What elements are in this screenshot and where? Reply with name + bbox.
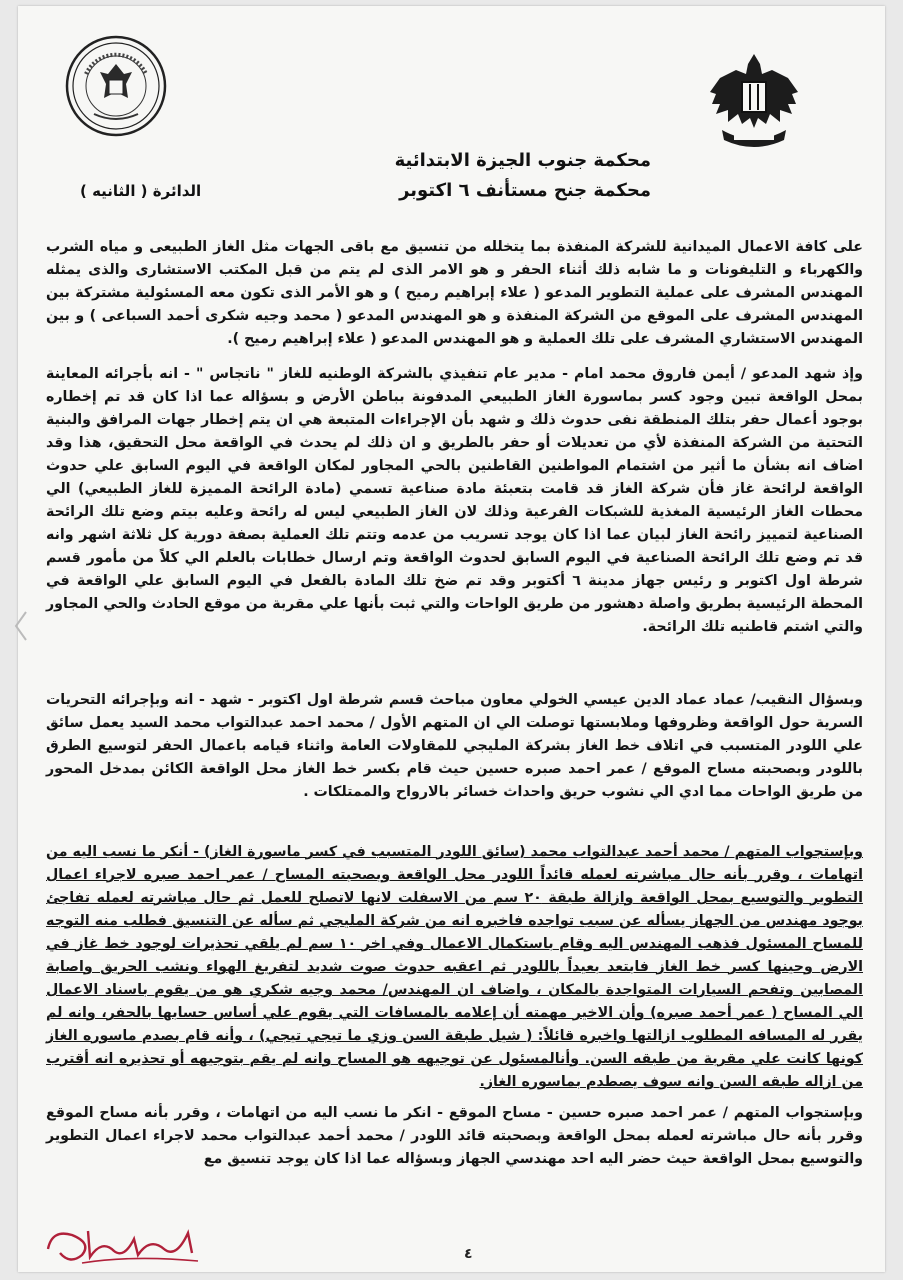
eagle-emblem-icon — [706, 48, 802, 150]
body-paragraph: وبإستجواب المتهم / عمر احمد صبره حسين - مساح الموقع - انكر ما نسب اليه من اتهامات ، وقرر بأنه مساح الموقع وقرر بأنه حال مباشرته لعمله بمحل الواقعة وبصحبته قائد اللودر / محمد أحمد عبدالتواب محمد لاجراء اعمال التطوير والتوسيع بمحل الواقعة حيث حضر اليه احد مهندسي الجهاز وبسؤاله عما اذا كان يوجد تنسيق مع — [46, 1105, 863, 1167]
court-name: محكمة جنوب الجيزة الابتدائية — [394, 150, 651, 171]
body-paragraph: على كافة الاعمال الميدانية للشركة المنفذة بما يتخلله من تنسيق مع باقى الجهات مثل الغاز الطبيعى و مياه الشرب والكهرباء و التليفونات و ما شابه ذلك أثناء الحفر و هو الامر الذى لم يتم من قبل المكتب الاستشارى والذى يمثله المهندس المشرف على عملية التطوير المدعو ( علاء إبراهيم رميح ) و هو الأمر الذى تكون معه المسئولية مشتركة بين المهندس المشرف على الموقع من الشركة المنفذة و هو المهندس المدعو ( محمد وجيه شكرى أحمد السباعى ) و بين المهندس الاستشاري المشرف على تلك العملية و هو المهندس المدعو ( علاء إبراهيم رميح ). — [46, 239, 863, 347]
court-seal-icon — [64, 34, 168, 138]
handwritten-signature-icon — [42, 1209, 207, 1271]
page-number: ٤ — [464, 1246, 473, 1262]
body-paragraph: وبسؤال النقيب/ عماد عماد الدين عيسي الخولي معاون مباحث قسم شرطة اول اكتوبر - شهد - انه وبإجرائه التحريات السرية حول الواقعة وظروفها وملابستها توصلت الي ان المتهم الأول / محمد احمد عبدالتواب محمد السيد يعمل سائق علي اللودر المتسبب في اتلاف خط الغاز بشركة المليجي للمقاولات العامة واثناء قيامه باعمال الحفر لتوسيع الطرق باللودر وبصحبته مساح الموقع / عمر احمد صبره حسين حيث قام بكسر خط الغاز محل الواقعة الكائن بمدخل المحور من طريق الواحات مما ادي الي نشوب حريق واحداث خسائر بالارواح والممتلكات . — [46, 692, 863, 800]
document-page — [18, 6, 885, 1272]
body-paragraph: وإذ شهد المدعو / أيمن فاروق محمد امام - مدير عام تنفيذي بالشركة الوطنيه للغاز " ناتجاس " - انه بأجرائه المعاينة بمحل الواقعة تبين وجود كسر بماسورة الغاز الطبيعي المدفونة بباطن الأرض و بسؤاله عما اذا كان قد تم إخطاره بوجود أعمال حفر بتلك المنطقة نفى حدوث ذلك و شهد بأن الإجراءات المتبعة هي ان يتم إخطار جهات المرافق والبنية التحتية من الشركة المنفذة لأي من تعديلات أو حفر بالطريق و ان ذلك لم يحدث في الواقعة محل التحقيق، هذا وقد اضاف انه بشأن ما أثير من اشتمام المواطنين القاطنين بالحي المجاور لمكان الواقعة في اليوم السابق علي حدوث الواقعة لرائحة غاز فأن شركة الغاز قد قامت بتعبئة مادة صناعية تسمي (مادة الرائحة المميزة للغاز الطبيعي) الي محطات الغاز الرئيسية المغذية للشبكات الفرعية وذلك لان الغاز الطبيعي ليس له رائحة وعليه بيتم وضع تلك الرائحة الصناعية لتمييز رائحة الغاز لبيان عما اذا كان يوجد تسريب من عدمه وتتم تلك العملية بصفة دورية كل ثلاثة اشهر وانه قد تم وضع تلك الرائحة الصناعية في اليوم السابق لحدوث الواقعة وتم ارسال خطابات بالعلم الي كلاً من مأمور قسم شرطة اول اكتوبر و رئيس جهاز مدينة ٦ أكتوبر وقد تم ضخ تلك المادة بالفعل في اليوم السابق علي الواقعة في المحطة الرئيسية بطريق واصلة دهشور من طريق الواحات والتي ثبت بأنها علي مقربة من موقع الحادث والحي المجاور والتي اشتم قاطنيه تلك الرائحة. — [46, 366, 863, 635]
body-paragraph: وبإستجواب المتهم / محمد أحمد عبدالتواب محمد (سائق اللودر المتسبب في كسر ماسورة الغاز) - أنكر ما نسب اليه من اتهامات ، وقرر بأنه حال مباشرته لعمله قائداً اللودر محل الواقعة وبصحبته المساح / عمر احمد صبره لاجراء اعمال التطوير والتوسيع بمحل الواقعة وازالة طبقة ٢٠ سم من الاسفلت لانها لاتصلح للعمل ثم حال مباشرته لعمله تفاجئ بوجود مهندس من الجهاز يسأله عن سبب تواجده فاخبره انه من شركة المليجي ثم سأله عن التنسيق فطلب منه التوجه للمساح المسئول فذهب المهندس اليه وقام باستكمال الاعمال وفي اخر ١٠ سم لم يلقي تحذيرات لوجود خط غاز في الارض وحينها كسر خط الغاز فابتعد بعيداً باللودر ثم اعقبه حدوث صوت شديد لتفريغ الهواء ونشب الحريق واصابة المصابين وتفحم السيارات المتواجدة بالمكان ، واضاف ان المهندس/ محمد وجيه شكري هو من يقوم باسناد الاعمال الي المساح ( عمر أحمد صبره) وأن الاخير مهمته أن إعلامه بالمسافات التي يقوم علي أساس حسابها بالحفر، وانه لم يقرر له المسافه المطلوب ازالتها واخبره قائلاً: ( شيل طبقة السن وزي ما تيجي تيجي) ، وأنه قام بصدم ماسوره الغاز كونها كانت علي مقربة من طبقه السن. وأنالمسئول عن توجيهه هو المساح وانه لم يقم بتوجيهه أو تحذيره انه أقترب من ازاله طبقه السن وانه سوف يصطدم بماسوره الغاز. — [46, 844, 863, 1090]
circuit-label: الدائرة ( الثانيه ) — [80, 182, 202, 200]
page-curl-icon — [10, 606, 32, 646]
court-division: محكمة جنح مستأنف ٦ اكتوبر — [399, 180, 651, 201]
